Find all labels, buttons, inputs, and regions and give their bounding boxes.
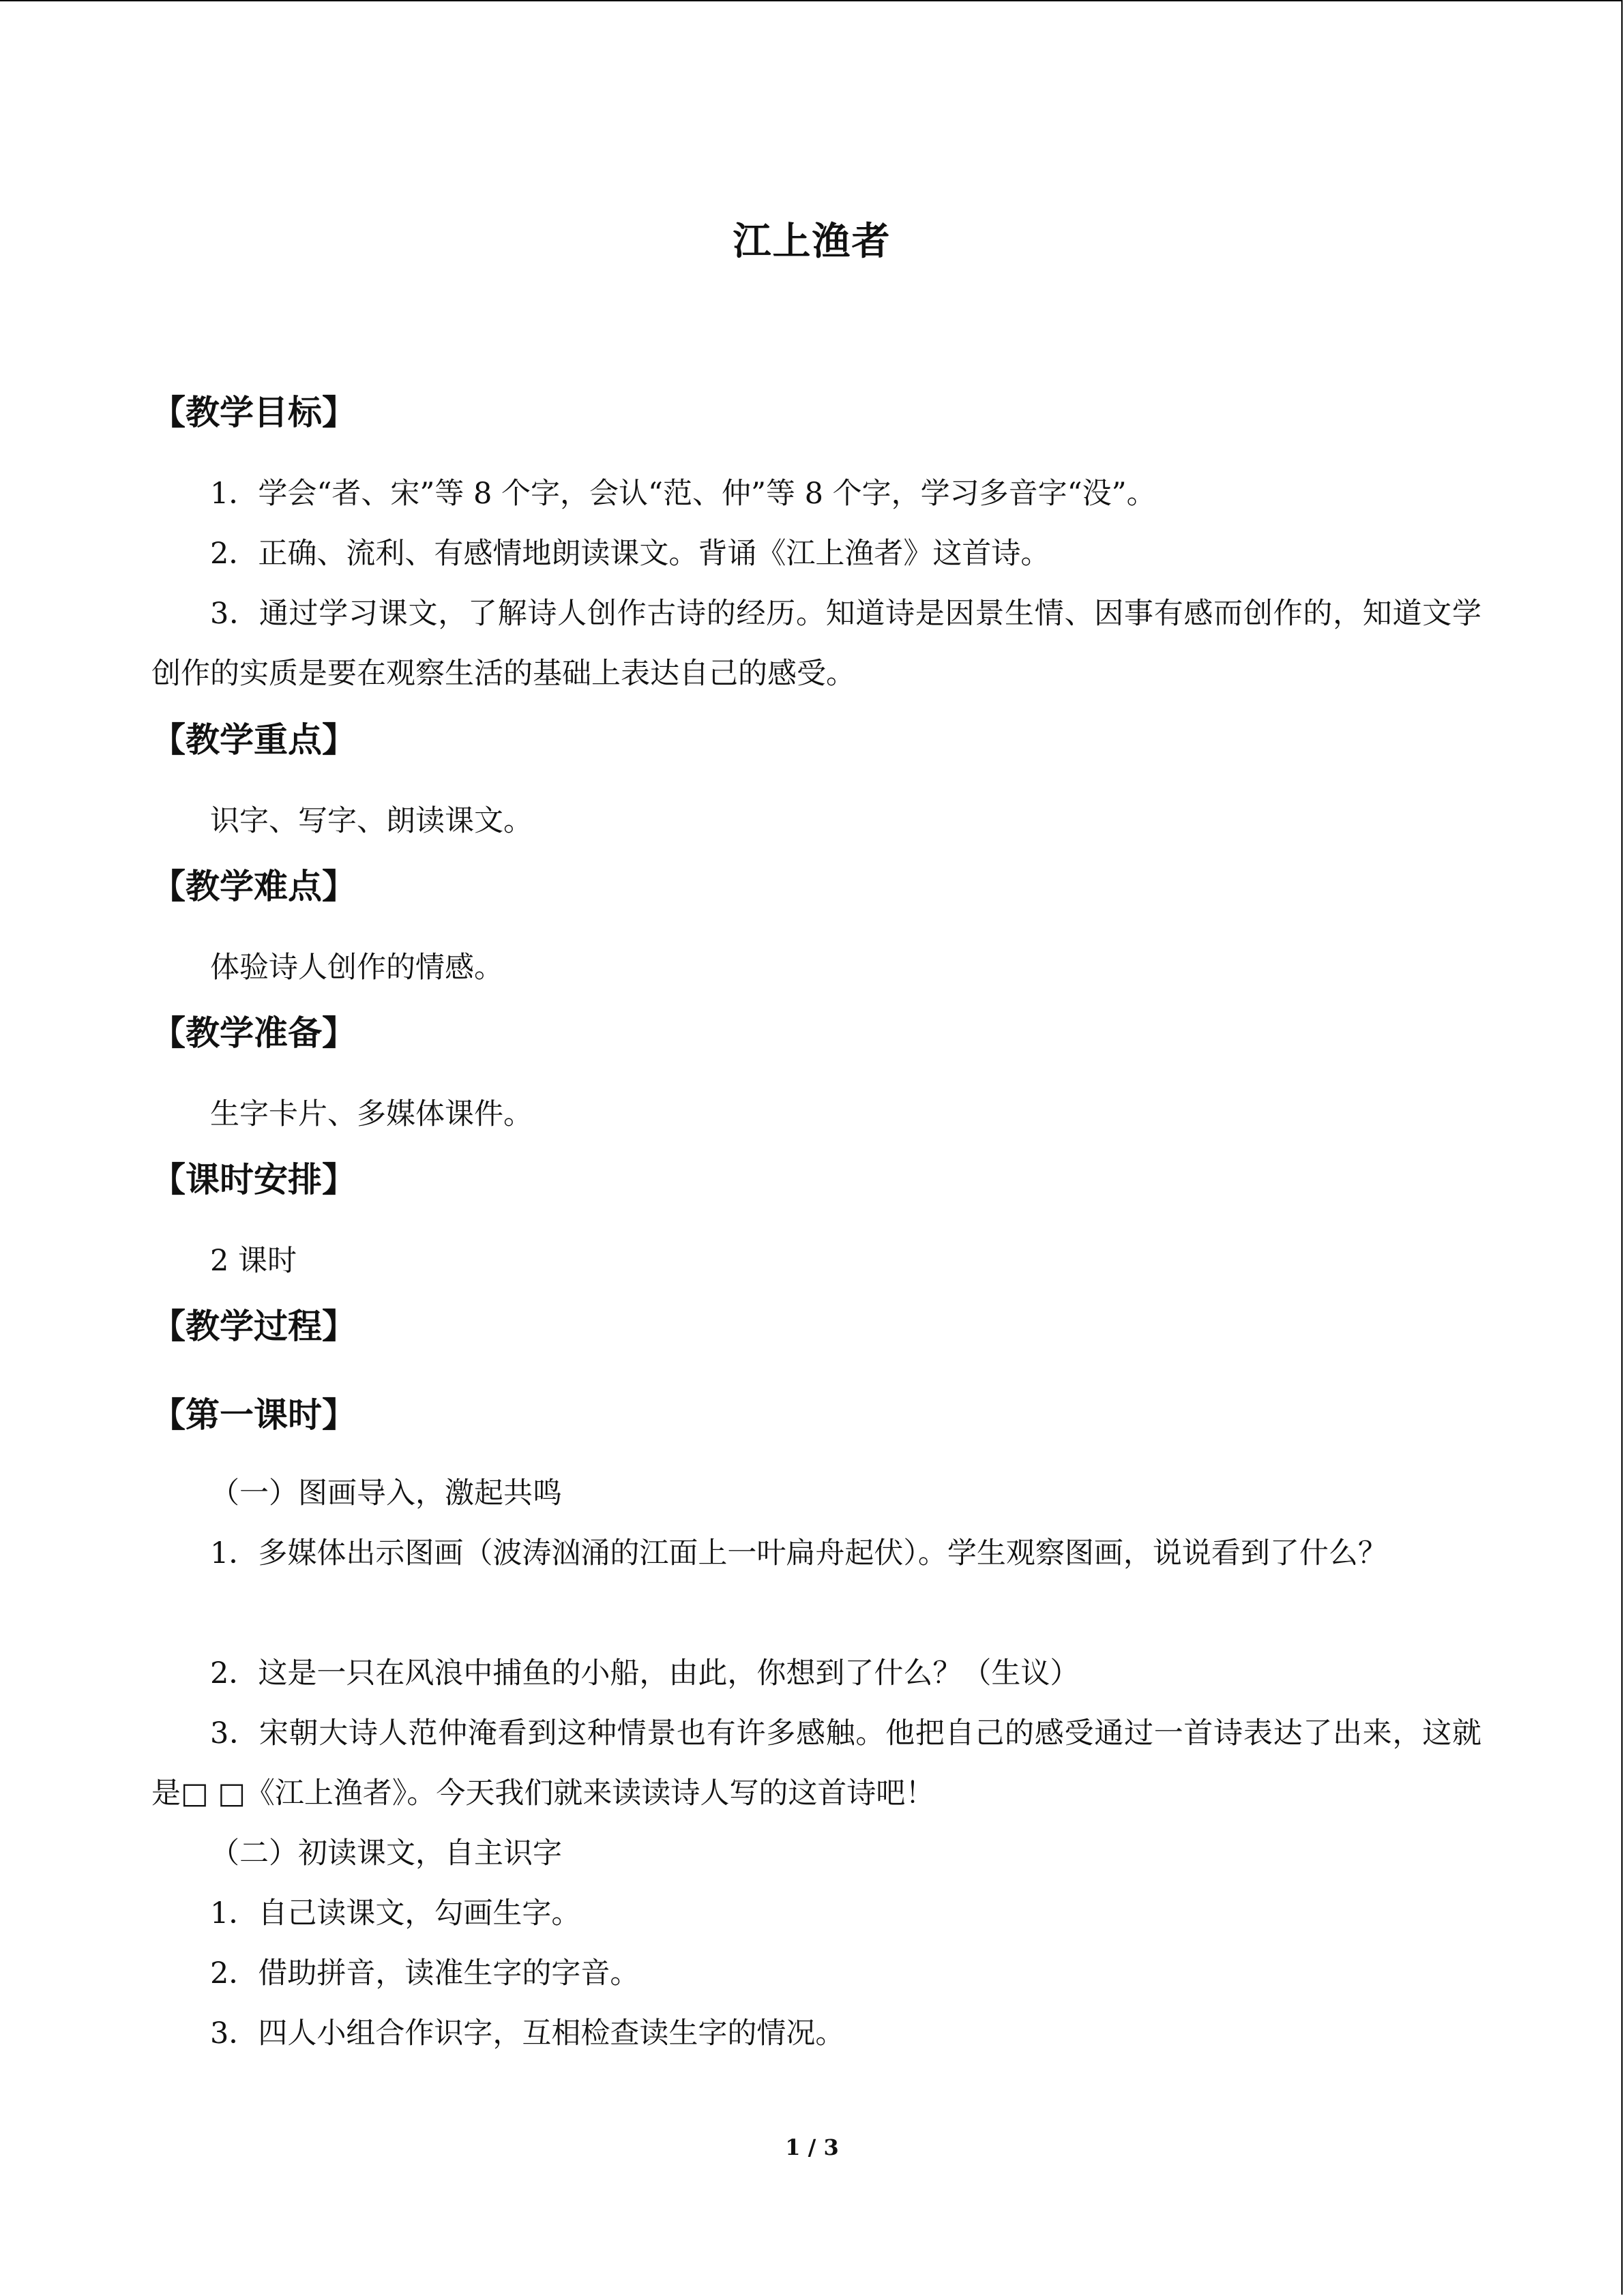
difficulties-text: 体验诗人创作的情感。 — [210, 951, 503, 985]
lesson1-part2-item-2: 2．借助拼音，读准生字的字音。 — [210, 1956, 640, 1991]
schedule-text: 2 课时 — [210, 1244, 297, 1278]
heading-difficulties: 【教学难点】 — [151, 867, 356, 906]
preparation-text: 生字卡片、多媒体课件。 — [210, 1097, 533, 1131]
lesson1-part1-item-2: 2．这是一只在风浪中捕鱼的小船，由此，你想到了什么？（生议） — [210, 1656, 1080, 1690]
lesson1-part2-item-3: 3．四人小组合作识字，互相检查读生字的情况。 — [210, 2016, 845, 2051]
heading-key-points: 【教学重点】 — [151, 720, 356, 760]
goal-item-2: 2．正确、流利、有感情地朗读课文。背诵《江上渔者》这首诗。 — [210, 537, 1050, 571]
lesson1-part2-item-1: 1．自己读课文，勾画生字。 — [210, 1896, 581, 1930]
goal-item-3: 3．通过学习课文，了解诗人创作古诗的经历。知道诗是因景生情、因事有感而创作的，知道文学创作的实质是要在观察生活的基础上表达自己的感受。 — [151, 597, 1481, 691]
heading-lesson-1: 【第一课时】 — [151, 1395, 356, 1435]
key-points-text: 识字、写字、朗读课文。 — [210, 804, 533, 838]
lesson1-part1-item-1: 1．多媒体出示图画（波涛汹涌的江面上一叶扁舟起伏）。学生观察图画，说说看到了什么？ — [210, 1536, 1387, 1570]
heading-preparation: 【教学准备】 — [151, 1013, 356, 1053]
heading-schedule: 【课时安排】 — [151, 1160, 356, 1199]
heading-process: 【教学过程】 — [151, 1307, 356, 1346]
document-title: 江上渔者 — [733, 220, 891, 264]
goal-item-1: 1．学会“者、宋”等 8 个字，会认“范、仲”等 8 个字，学习多音字“没”。 — [210, 477, 1156, 511]
lesson1-part1-title: （一）图画导入，激起共鸣 — [210, 1476, 562, 1510]
lesson1-part2-title: （二）初读课文，自主识字 — [210, 1836, 562, 1870]
page-number: 1 / 3 — [785, 2134, 839, 2160]
heading-teaching-goals: 【教学目标】 — [151, 393, 356, 432]
lesson1-part1-item-3: 3．宋朝大诗人范仲淹看到这种情景也有许多感触。他把自己的感受通过一首诗表达了出来，这就是□ □《江上渔者》。今天我们就来读读诗人写的这首诗吧！ — [151, 1716, 1481, 1810]
